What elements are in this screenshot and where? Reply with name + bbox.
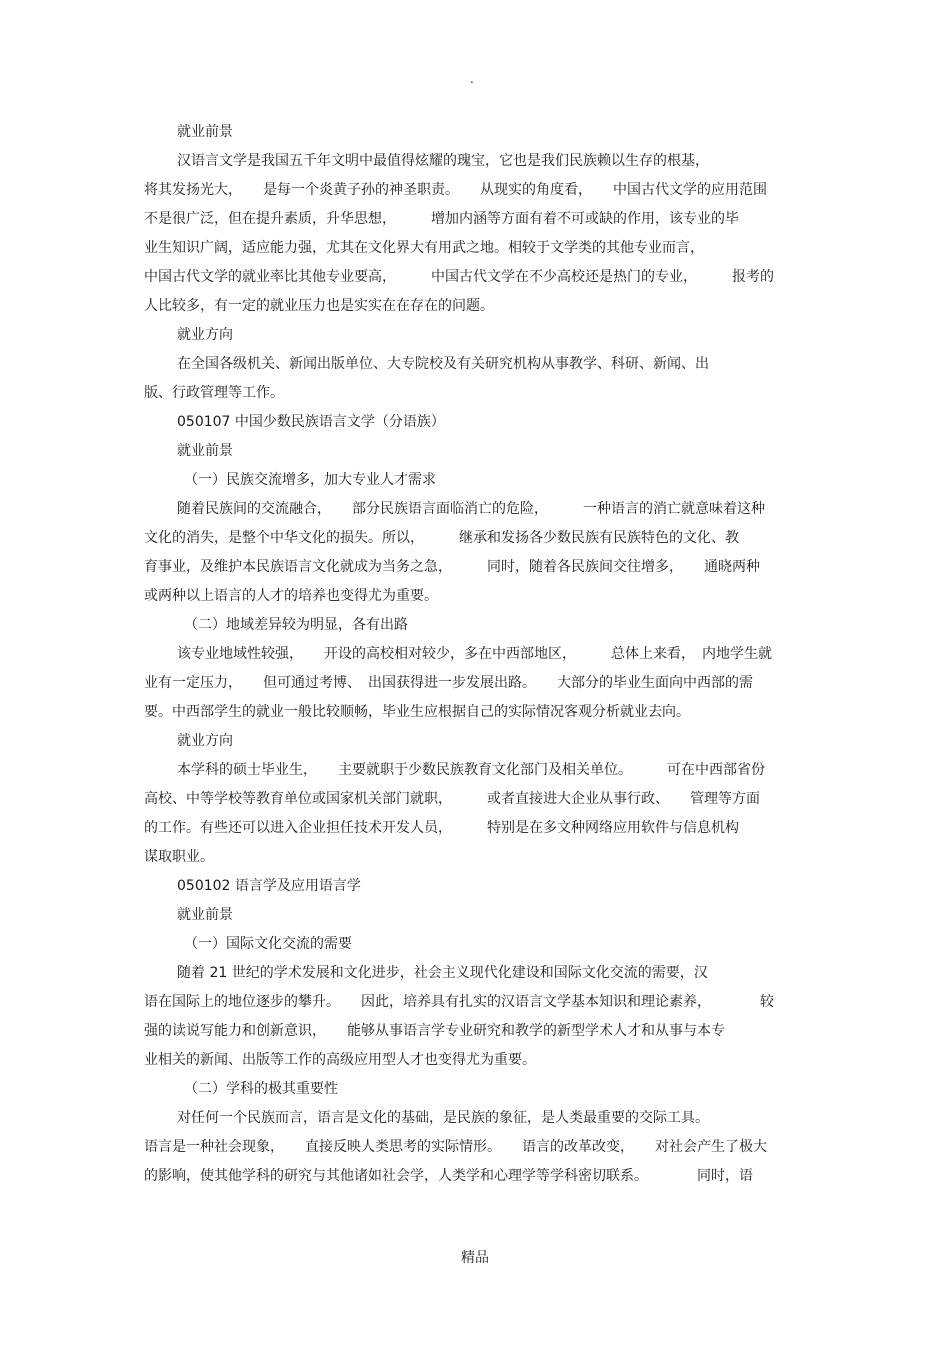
- paragraph-line: 业相关的新闻、出版等工作的高级应用型人才也变得尤为重要。: [144, 1052, 536, 1068]
- paragraph-line: 人比较多，有一定的就业压力也是实实在在存在的问题。: [144, 298, 494, 314]
- major-heading: 050102 语言学及应用语言学: [177, 878, 361, 894]
- subheading: （一）民族交流增多，加大专业人才需求: [184, 472, 436, 488]
- paragraph-line: 随着 21 世纪的学术发展和文化进步，社会主义现代化建设和国际文化交流的需要，汉: [177, 965, 708, 981]
- paragraph-line: 谋取职业。: [144, 849, 214, 865]
- subheading: （二）学科的极其重要性: [184, 1081, 338, 1097]
- subheading: （一）国际文化交流的需要: [184, 936, 352, 952]
- heading-employment-prospects: 就业前景: [177, 907, 233, 923]
- heading-employment-prospects: 就业前景: [177, 124, 233, 140]
- paragraph-line: 版、行政管理等工作。: [144, 385, 284, 401]
- paragraph-line: 高校、中等学校等教育单位或国家机关部门就职， 或者直接进大企业从事行政、 管理等方面: [144, 791, 760, 807]
- paragraph-line: 将其发扬光大， 是每一个炎黄子孙的神圣职责。 从现实的角度看， 中国古代文学的应用范围: [144, 182, 767, 198]
- paragraph-line: 业有一定压力， 但可通过考博、 出国获得进一步发展出路。 大部分的毕业生面向中西部的需: [144, 675, 753, 691]
- paragraph-line: 随着民族间的交流融合， 部分民族语言面临消亡的危险， 一种语言的消亡就意味着这种: [177, 501, 765, 517]
- paragraph-line: 在全国各级机关、新闻出版单位、大专院校及有关研究机构从事教学、科研、新闻、出: [177, 356, 709, 372]
- major-heading: 050107 中国少数民族语言文学（分语族）: [177, 414, 445, 430]
- paragraph-line: 该专业地域性较强， 开设的高校相对较少，多在中西部地区， 总体上来看， 内地学生就: [177, 646, 772, 662]
- paragraph-line: 要。中西部学生的就业一般比较顺畅，毕业生应根据自己的实际情况客观分析就业去向。: [144, 704, 690, 720]
- heading-employment-direction: 就业方向: [177, 327, 233, 343]
- paragraph-line: 文化的消失，是整个中华文化的损失。所以， 继承和发扬各少数民族有民族特色的文化、教: [144, 530, 739, 546]
- subheading: （二）地域差异较为明显，各有出路: [184, 617, 408, 633]
- paragraph-line: 业生知识广阔，适应能力强，尤其在文化界大有用武之地。相较于文学类的其他专业而言，: [144, 240, 704, 256]
- paragraph-line: 对任何一个民族而言，语言是文化的基础，是民族的象征，是人类最重要的交际工具。: [177, 1110, 709, 1126]
- paragraph-line: 中国古代文学的就业率比其他专业要高， 中国古代文学在不少高校还是热门的专业， 报考的: [144, 269, 774, 285]
- paragraph-line: 的影响，使其他学科的研究与其他诸如社会学，人类学和心理学等学科密切联系。 同时，语: [144, 1168, 753, 1184]
- paragraph-line: 语言是一种社会现象， 直接反映人类思考的实际情形。 语言的改革改变， 对社会产生了极大: [144, 1139, 767, 1155]
- header-mark: .: [470, 72, 474, 86]
- body-text: [144, 118, 814, 1191]
- paragraph-line: 强的读说写能力和创新意识， 能够从事语言学专业研究和教学的新型学术人才和从事与本专: [144, 1023, 725, 1039]
- paragraph-line: 育事业，及维护本民族语言文化就成为当务之急， 同时，随着各民族间交往增多， 通晓两种: [144, 559, 760, 575]
- paragraph-line: 汉语言文学是我国五千年文明中最值得炫耀的瑰宝，它也是我们民族赖以生存的根基，: [177, 153, 709, 169]
- paragraph-line: 或两种以上语言的人才的培养也变得尤为重要。: [144, 588, 438, 604]
- heading-employment-prospects: 就业前景: [177, 443, 233, 459]
- heading-employment-direction: 就业方向: [177, 733, 233, 749]
- paragraph-line: 本学科的硕士毕业生， 主要就职于少数民族教育文化部门及相关单位。 可在中西部省份: [177, 762, 765, 778]
- paragraph-line: 的工作。有些还可以进入企业担任技术开发人员， 特别是在多文种网络应用软件与信息机构: [144, 820, 739, 836]
- paragraph-line: 语在国际上的地位逐步的攀升。 因此，培养具有扎实的汉语言文学基本知识和理论素养， 较: [144, 994, 774, 1010]
- paragraph-line: 不是很广泛，但在提升素质，升华思想， 增加内涵等方面有着不可或缺的作用，该专业的毕: [144, 211, 739, 227]
- page-footer-label: 精品: [461, 1250, 489, 1266]
